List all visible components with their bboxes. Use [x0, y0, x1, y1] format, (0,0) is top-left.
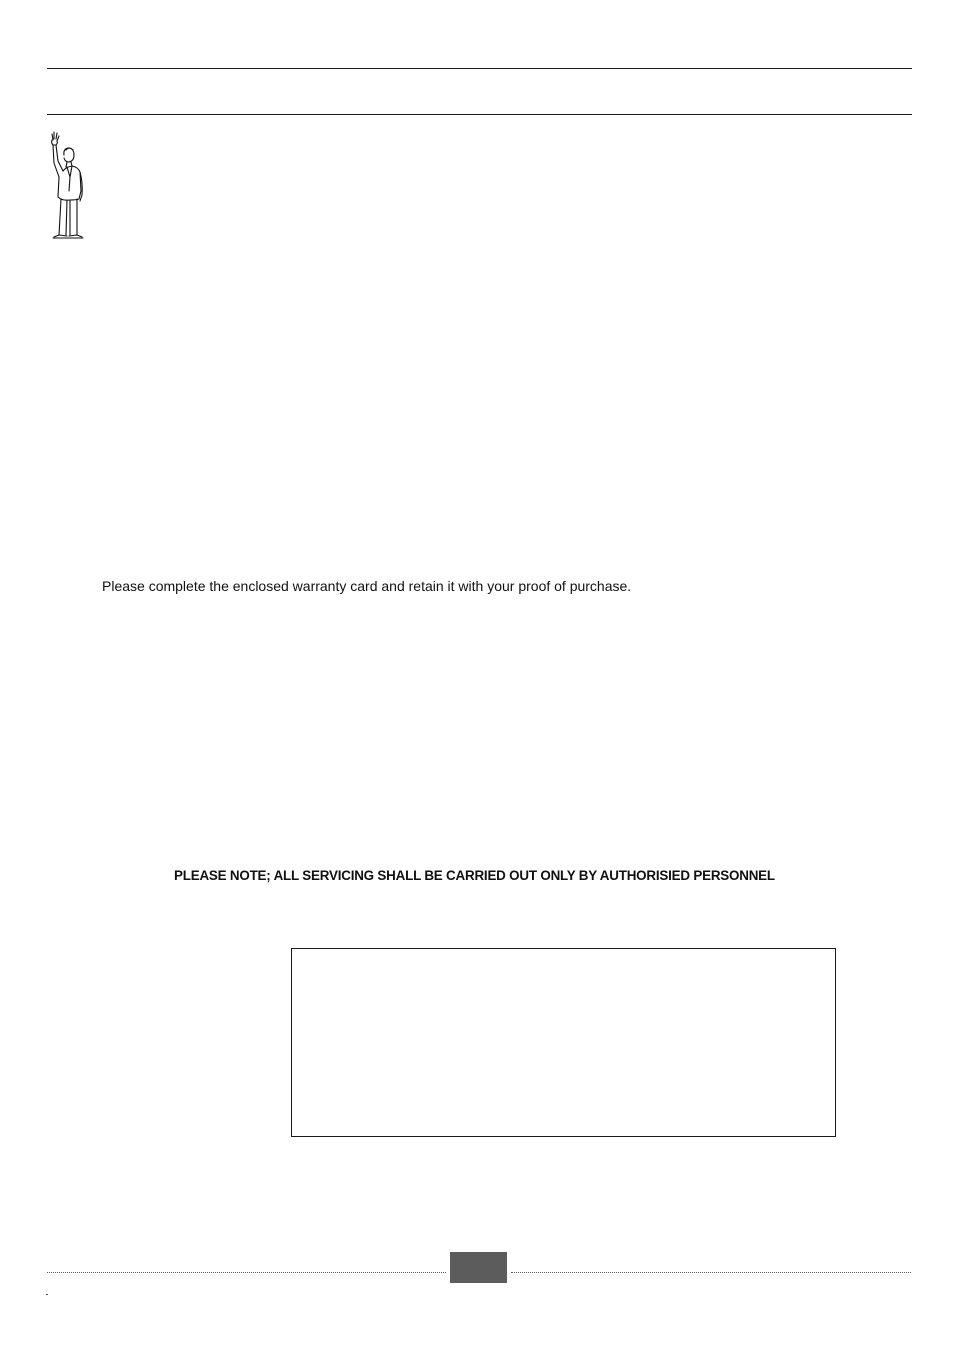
header-rule-bottom — [47, 114, 912, 115]
page-number-tab — [450, 1252, 507, 1283]
waving-person-icon — [46, 131, 86, 241]
footer-mark — [46, 1294, 48, 1295]
empty-info-box — [291, 948, 836, 1137]
footer-dotted-rule-right — [511, 1272, 911, 1273]
footer-dotted-rule-left — [47, 1272, 446, 1273]
warranty-instruction: Please complete the enclosed warranty card and retain it with your proof of purchase. — [102, 578, 632, 594]
header-rule-top — [47, 68, 912, 69]
servicing-notice: PLEASE NOTE; ALL SERVICING SHALL BE CARRIED OUT ONLY BY AUTHORISIED PERSONNEL — [174, 868, 775, 883]
